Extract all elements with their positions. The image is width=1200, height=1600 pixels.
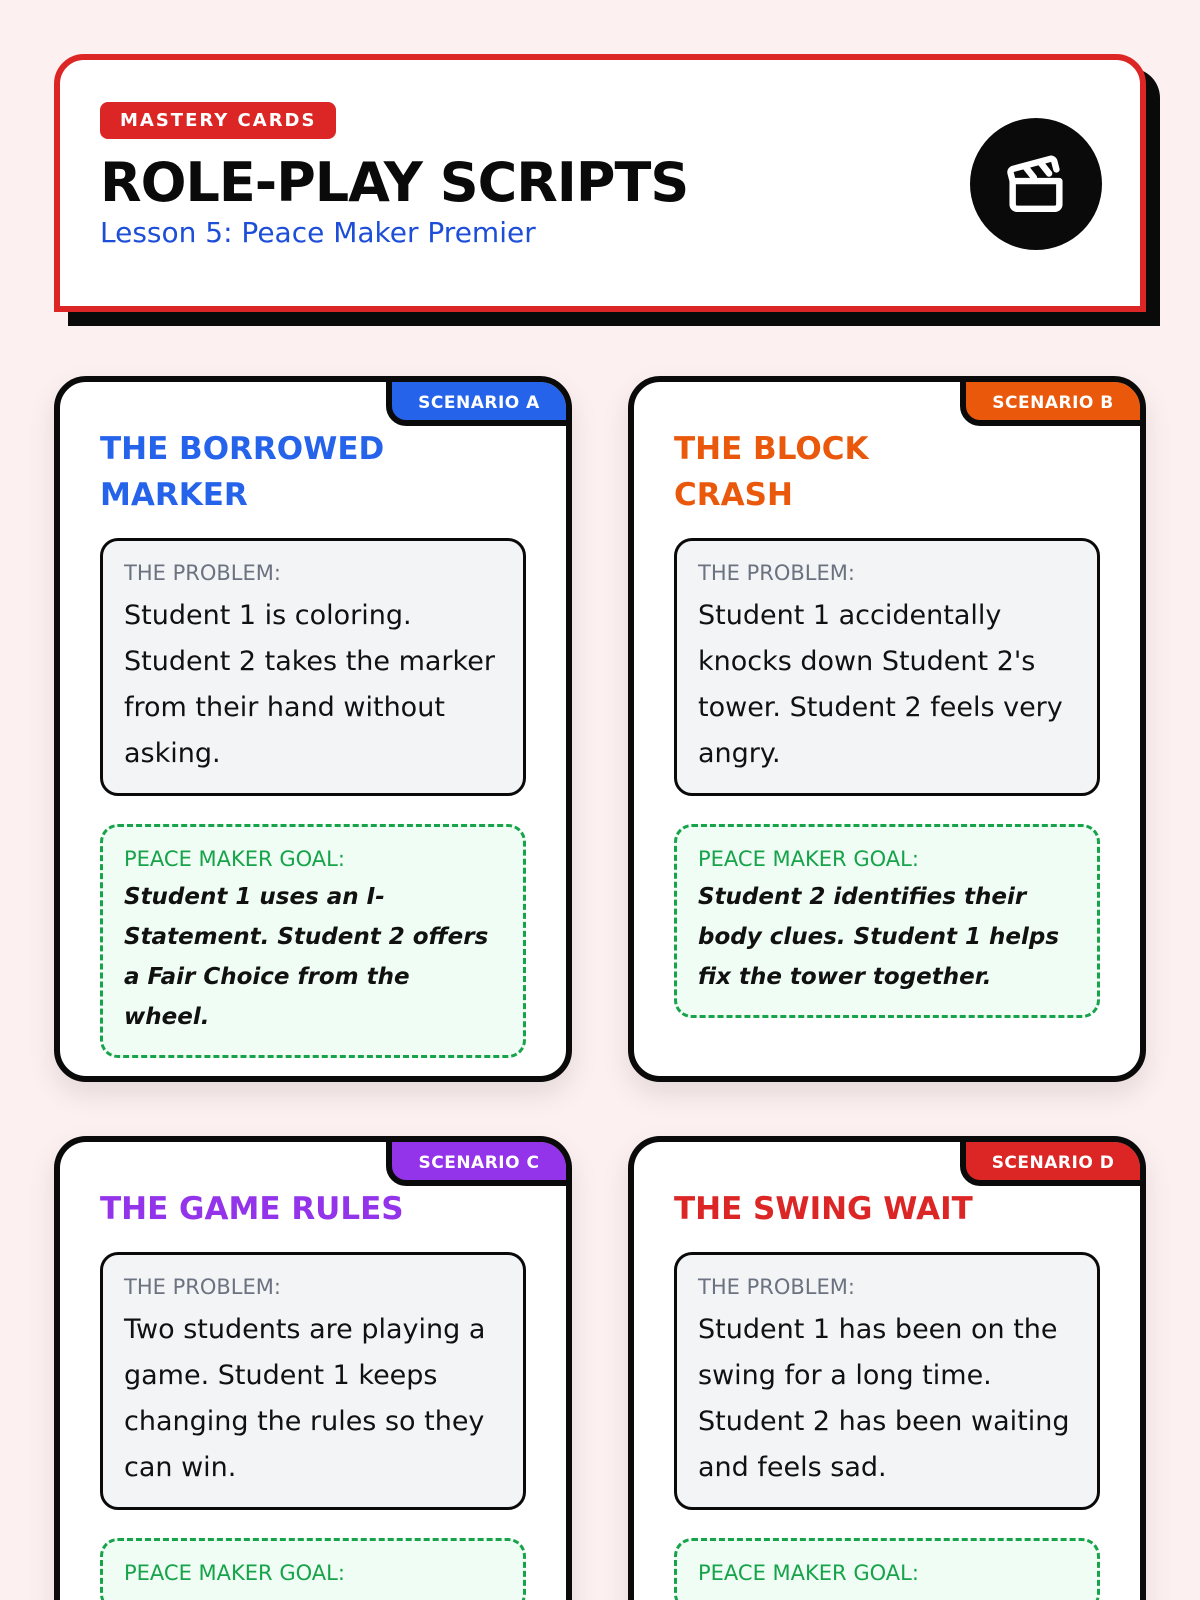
page-title: ROLE-PLAY SCRIPTS	[100, 151, 689, 214]
problem-text: Student 1 is coloring. Student 2 takes the marker from their hand without asking.	[124, 600, 495, 769]
mastery-cards-badge: MASTERY CARDS	[100, 102, 336, 139]
scenario-tab: SCENARIO D	[960, 1136, 1146, 1186]
problem-label: THE PROBLEM:	[124, 1275, 281, 1299]
lesson-subtitle: Lesson 5: Peace Maker Premier	[100, 216, 536, 249]
scenario-tab: SCENARIO A	[386, 376, 572, 426]
scenario-card-b	[628, 376, 1146, 1082]
problem-text: Two students are playing a game. Student 1 keeps changing the rules so they can win.	[124, 1314, 486, 1483]
goal-label: PEACE MAKER GOAL:	[124, 1561, 345, 1585]
problem-label: THE PROBLEM:	[698, 1275, 855, 1299]
card-title: THE BLOCK CRASH	[674, 431, 869, 513]
problem-box	[100, 1252, 526, 1510]
problem-label: THE PROBLEM:	[124, 561, 281, 585]
scenario-tab: SCENARIO C	[386, 1136, 572, 1186]
scenario-card-d	[628, 1136, 1146, 1600]
problem-box	[674, 538, 1100, 796]
goal-label: PEACE MAKER GOAL:	[124, 847, 345, 871]
problem-box	[100, 538, 526, 796]
scenario-card-c	[54, 1136, 572, 1600]
clapperboard-icon	[1001, 149, 1071, 219]
card-title: THE GAME RULES	[100, 1191, 404, 1227]
problem-box	[674, 1252, 1100, 1510]
card-title: THE BORROWED MARKER	[100, 431, 385, 513]
goal-box	[100, 824, 526, 1058]
goal-text: Student 2 identifies their body clues. Student 1 helps fix the tower together.	[698, 884, 1060, 990]
goal-text: Student 1 uses an I-Statement. Student 2 offers a Fair Choice from the wheel.	[124, 884, 489, 1030]
problem-text: Student 1 has been on the swing for a long time. Student 2 has been waiting and feels sad.	[698, 1314, 1070, 1483]
card-title: THE SWING WAIT	[674, 1191, 973, 1227]
scenario-tab: SCENARIO B	[960, 376, 1146, 426]
clapperboard-badge	[970, 118, 1102, 250]
problem-label: THE PROBLEM:	[698, 561, 855, 585]
goal-label: PEACE MAKER GOAL:	[698, 1561, 919, 1585]
goal-box	[674, 1538, 1100, 1600]
goal-box	[100, 1538, 526, 1600]
header-card	[54, 54, 1146, 312]
goal-label: PEACE MAKER GOAL:	[698, 847, 919, 871]
scenario-card-a	[54, 376, 572, 1082]
goal-box	[674, 824, 1100, 1018]
problem-text: Student 1 accidentally knocks down Student 2's tower. Student 2 feels very angry.	[698, 600, 1063, 769]
